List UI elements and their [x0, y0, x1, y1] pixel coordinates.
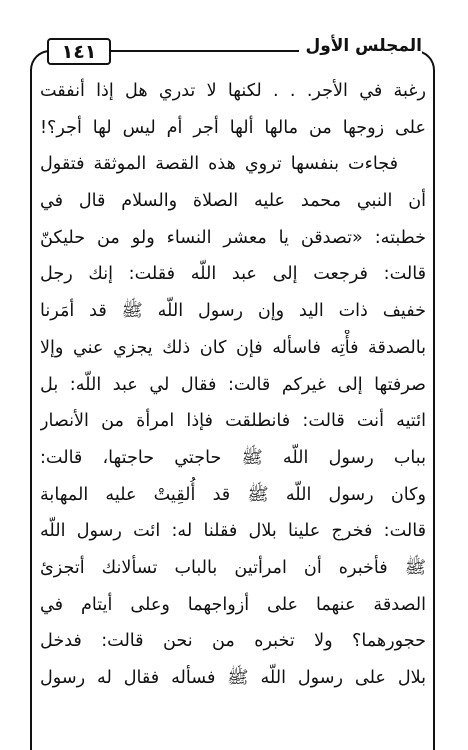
- text-line: صرفتها إلى غيركم قالت: فقال لي عبد اللّه: بل: [40, 374, 426, 395]
- text-line: وكان رسول اللّه ﷺ قد أُلقِيتْ عليه المهابة: [40, 484, 426, 505]
- body-text: [40, 73, 426, 697]
- text-line: الصدقة عنهما على أزواجهما وعلى أيتام في: [40, 594, 426, 615]
- text-line: ﷺ فأخبره أن امرأتين بالباب تسألانك أتجزئ: [40, 557, 426, 578]
- text-line: خطبته: «تصدقن يا معشر النساء ولو من حليكنّ: [40, 227, 426, 248]
- text-line: بالصدقة فأْتِه فاسأله فإن كان ذلك يجزي عني وإلا: [40, 337, 426, 358]
- page-number: ١٤١: [47, 38, 111, 65]
- text-line: فجاءت بنفسها تروي هذه القصة الموثقة فتقول: [40, 154, 398, 175]
- text-line: ائتيه أنت قالت: فانطلقت فإذا امرأة من الأنصار: [40, 411, 426, 432]
- text-line: على زوجها من مالها ألها أجر أم ليس لها أجر؟!: [40, 117, 426, 138]
- text-line: رغبة في الأجر. . . لكنها لا تدري هل إذا أنفقت: [40, 81, 426, 101]
- text-line: بلال على رسول اللّه ﷺ فسأله فقال له رسول: [40, 668, 426, 688]
- text-line: قالت: فخرج علينا بلال فقلنا له: ائت رسول اللّه: [40, 521, 426, 542]
- section-title: المجلس الأول: [299, 36, 422, 56]
- text-line: بباب رسول اللّه ﷺ حاجتي حاجتها، قالت:: [40, 447, 426, 468]
- text-line: خفيف ذات اليد وإن رسول اللّه ﷺ قد أمَرنا: [40, 301, 426, 322]
- text-line: أن النبي محمد عليه الصلاة والسلام قال في: [40, 191, 426, 212]
- text-line: حجورهما؟ ولا تخبره من نحن قالت: فدخل: [40, 631, 426, 652]
- text-line: قالت: فرجعت إلى عبد اللّه فقلت: إنك رجل: [40, 264, 426, 285]
